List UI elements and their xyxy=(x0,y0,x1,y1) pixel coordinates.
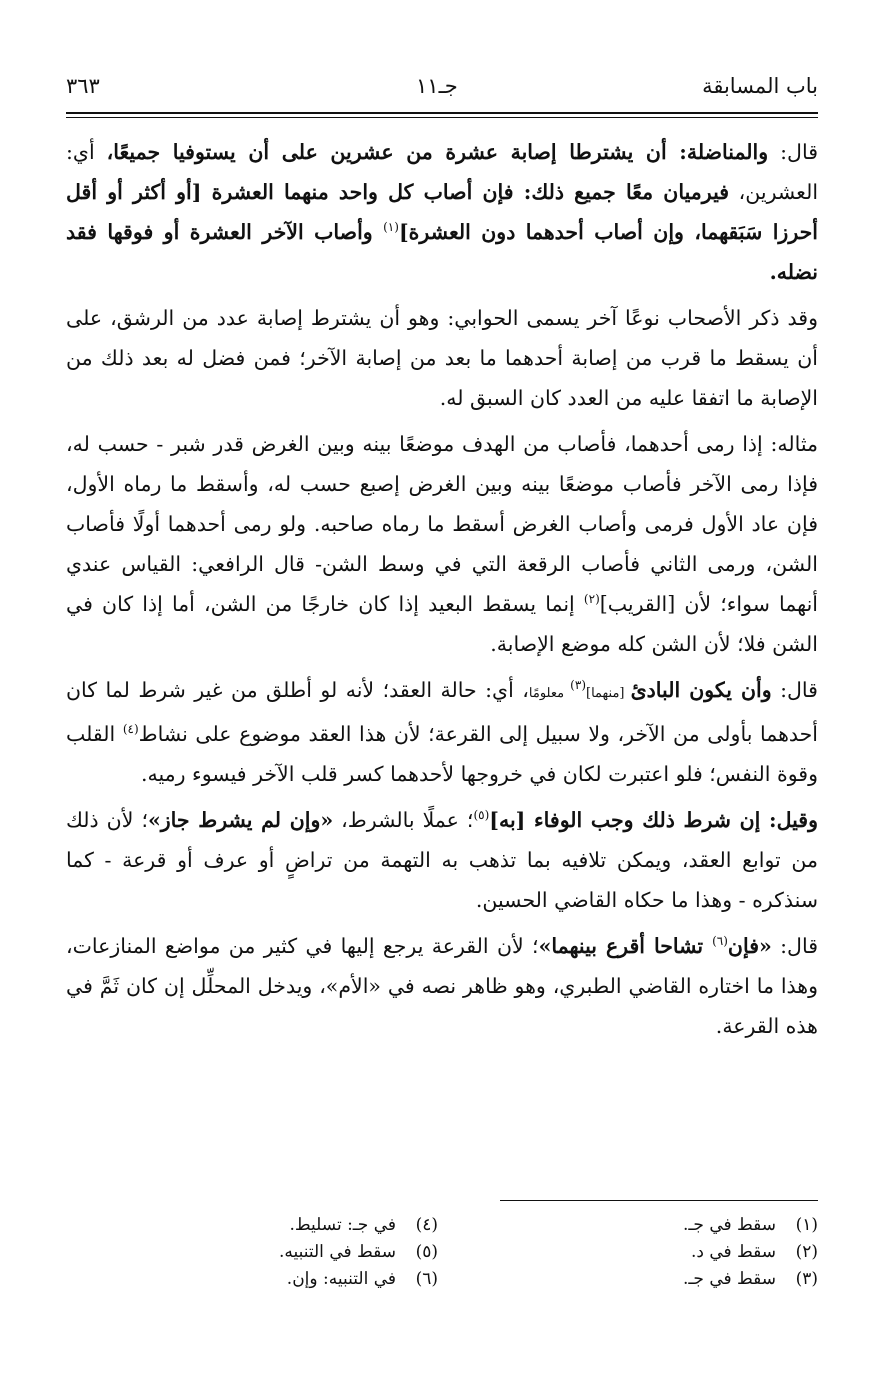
paragraph-5 xyxy=(66,800,818,920)
volume-label: جـ١١ xyxy=(416,74,458,98)
footnote-ref-4: (٤) xyxy=(122,722,139,737)
chapter-title: باب المسابقة xyxy=(702,74,818,98)
footnote-ref-3: (٣) xyxy=(570,678,586,693)
para6-bold-1: «فإن xyxy=(727,934,772,958)
para5-bold-1: وقيل: إن شرط ذلك وجب الوفاء [به] xyxy=(489,808,818,832)
main-text xyxy=(66,132,818,1046)
footnote-text: سقط في التنبيه. xyxy=(278,1242,396,1262)
footnote-item xyxy=(138,1212,438,1239)
footnote-number: (٢) xyxy=(795,1242,818,1262)
header-rule-thin xyxy=(66,117,818,118)
footnote-text: سقط في جـ. xyxy=(683,1215,776,1235)
page-number: ٣٦٣ xyxy=(66,74,100,98)
para1-bold-3: وأصاب الآخر العشرة أو فوقها فقد نضله. xyxy=(66,220,818,284)
footnote-ref-5: (٥) xyxy=(473,808,490,823)
footnote-text: سقط في جـ. xyxy=(683,1269,776,1289)
para4-text-2: القلب وقوة النفس؛ فلو اعتبرت لكان في خروجها لأحدهما كسر قلب الآخر فيسوء رميه. xyxy=(66,722,818,786)
para3-text-1: مثاله: إذا رمى أحدهما، فأصاب من الهدف موضعًا بينه وبين الغرض قدر شبر - حسب له، فإذا رمى الآخر فأصاب موضعًا بينه وبين الغرض إصبع حسب له، وأسقط ما رماه الأول، فإن عاد الأول فرمى وأصاب الغرض أسقط ما رماه صاحبه. ولو رمى أحدهما أولًا فأصاب الشن، ورمى الثاني فأصاب الرقعة التي في وسط الشن- قال الرافعي: القياس عندي أنهما سواء؛ لأن [القريب] xyxy=(66,432,818,616)
footnote-number: (١) xyxy=(795,1215,818,1235)
footnote-number: (٦) xyxy=(415,1269,438,1289)
header-rule-thick xyxy=(66,112,818,114)
footnote-number: (٣) xyxy=(795,1269,818,1289)
footnote-number: (٤) xyxy=(415,1215,438,1235)
para6-text-1: ؛ لأن القرعة يرجع إليها في كثير من مواضع المنازعات، وهذا ما اختاره القاضي الطبري، وهو ظاهر نصه في «الأم»، ويدخل المحلِّل إن كان ثَمَّ في هذه القرعة. xyxy=(66,934,818,1038)
page-header xyxy=(66,70,818,104)
footnote-number: (٥) xyxy=(415,1242,438,1262)
para6-bold-2: تشاحا أقرع بينهما» xyxy=(538,934,713,958)
footnote-separator xyxy=(500,1200,818,1201)
para6-lead: قال: xyxy=(771,934,818,958)
footnote-item xyxy=(518,1212,818,1239)
para1-bold-2: فيرميان معًا جميع ذلك: فإن أصاب كل واحد منهما العشرة [أو أكثر أو أقل أحرزا سَبَقهما، وإن أصاب أحدهما دون العشرة] xyxy=(66,180,818,244)
paragraph-1 xyxy=(66,132,818,292)
para3-text-2: إنما يسقط البعيد إذا كان خارجًا من الشن، أما إذا كان في الشن فلا؛ لأن الشن كله موضع الإصابة. xyxy=(66,592,818,656)
footnote-column-left xyxy=(138,1212,438,1293)
footnote-item xyxy=(518,1266,818,1293)
para1-plain-1: أي: العشرين، xyxy=(66,140,819,204)
footnote-column-right xyxy=(518,1212,818,1293)
footnote-ref-6: (٦) xyxy=(712,934,728,949)
para1-bold-1: والمناضلة: أن يشترطا إصابة عشرة من عشرين على أن يستوفيا جميعًا، xyxy=(106,140,769,164)
para4-small-1: [منهما] xyxy=(586,686,631,701)
footnote-ref-2: (٢) xyxy=(583,592,600,607)
para5-text-1: ؛ عملًا بالشرط، xyxy=(333,808,474,832)
paragraph-4 xyxy=(66,670,818,794)
footnote-item xyxy=(138,1266,438,1293)
para4-lead: قال: xyxy=(771,678,818,702)
footnote-item xyxy=(518,1239,818,1266)
footnote-item xyxy=(138,1239,438,1266)
paragraph-6 xyxy=(66,926,818,1046)
paragraph-2 xyxy=(66,298,818,418)
footnote-text: في التنبيه: وإن. xyxy=(286,1269,396,1289)
footnote-text: سقط في د. xyxy=(690,1242,776,1262)
footnote-text: في جـ: تسليط. xyxy=(289,1215,396,1235)
footnote-ref-1: (١) xyxy=(383,220,399,235)
para5-text-2: ؛ لأن ذلك من توابع العقد، ويمكن تلافيه بما تذهب به التهمة من تراضٍ أو عرف أو قرعة - كما سنذكره - وهذا ما حكاه القاضي الحسين. xyxy=(66,808,818,912)
para4-bold-1: وأن يكون البادئ xyxy=(630,678,772,702)
paragraph-3 xyxy=(66,424,818,664)
para4-text-1: ، أي: حالة العقد؛ لأنه لو أطلق من غير شرط لما كان أحدهما بأولى من الآخر، ولا سبيل إلى القرعة؛ لأن هذا العقد موضوع على نشاط xyxy=(66,678,819,746)
book-page xyxy=(66,70,818,1350)
para4-small-2: معلومًا xyxy=(528,686,571,701)
para1-lead: قال: xyxy=(768,140,818,164)
para2-text: وقد ذكر الأصحاب نوعًا آخر يسمى الحوابي: وهو أن يشترط إصابة عدد من الرشق، على أن يسقط ما قرب من إصابة أحدهما ما بعد من إصابة الآخر؛ فمن فضل له بعد ذلك من الإصابة ما اتفقا عليه من العدد كان السبق له. xyxy=(66,306,818,410)
para5-bold-2: «وإن لم يشرط جاز» xyxy=(147,808,334,832)
